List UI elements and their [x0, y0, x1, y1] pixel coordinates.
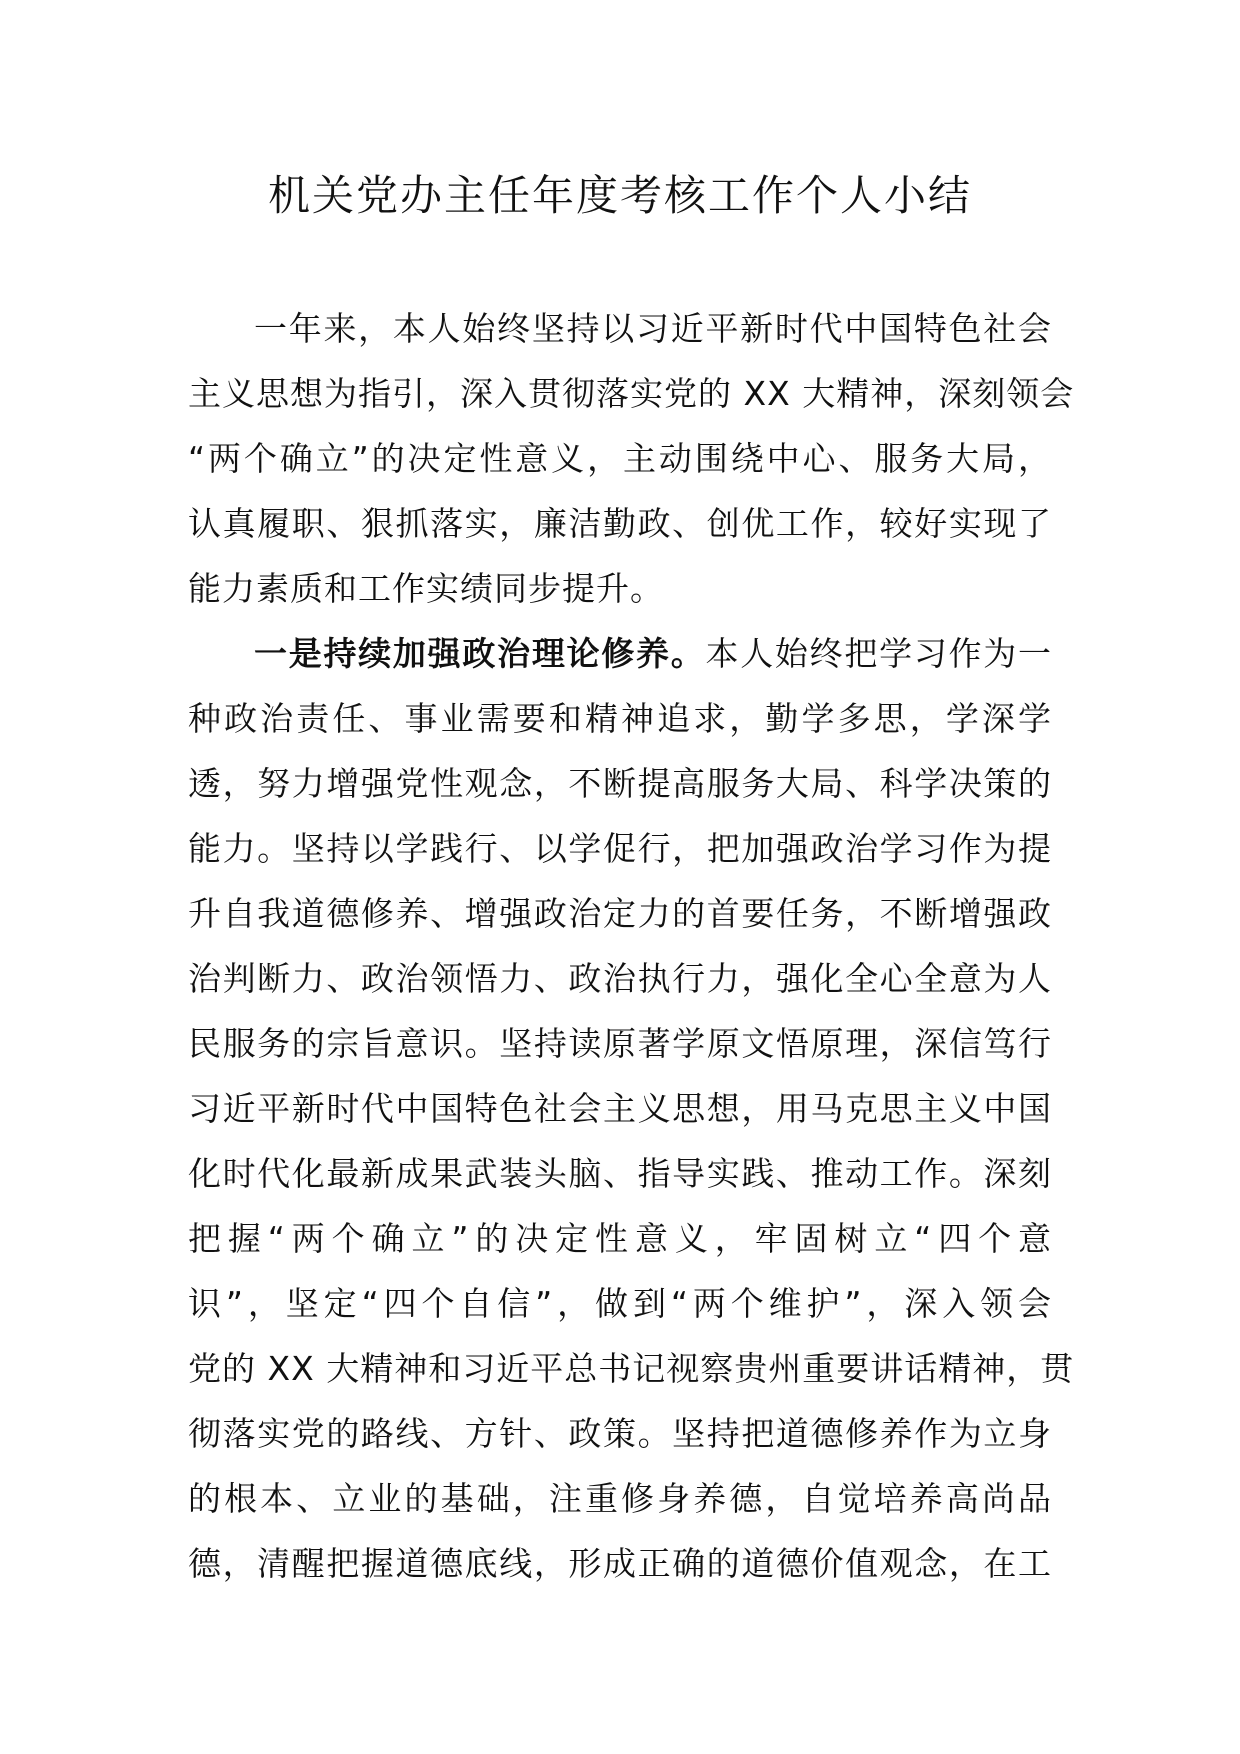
paragraph-line: 一年来，本人始终坚持以习近平新时代中国特色社会: [254, 309, 1052, 348]
paragraph-line: 德，清醒把握道德底线，形成正确的道德价值观念，在工: [188, 1544, 1052, 1583]
document-body: [188, 296, 1075, 1596]
paragraph-line: 的根本、立业的基础，注重修身养德，自觉培养高尚品: [188, 1479, 1052, 1518]
paragraph-line-rest: 本人始终把学习作为一: [705, 634, 1053, 673]
paragraph-line: 把握“两个确立”的决定性意义，牢固树立“四个意: [188, 1219, 1052, 1258]
paragraph-line: 习近平新时代中国特色社会主义思想，用马克思主义中国: [188, 1089, 1052, 1128]
section-heading: 一是持续加强政治理论修养。: [254, 634, 706, 673]
paragraph-line: 种政治责任、事业需要和精神追求，勤学多思，学深学: [188, 699, 1052, 738]
paragraph-line: 治判断力、政治领悟力、政治执行力，强化全心全意为人: [188, 959, 1052, 998]
paragraph-line: 升自我道德修养、增强政治定力的首要任务，不断增强政: [188, 894, 1052, 933]
paragraph-first-line: [188, 621, 1052, 686]
paragraph-2: [188, 621, 1075, 1596]
paragraph-line: 认真履职、狠抓落实，廉洁勤政、创优工作，较好实现了: [188, 504, 1052, 543]
paragraph-line: 识”，坚定“四个自信”，做到“两个维护”，深入领会: [188, 1284, 1052, 1323]
paragraph-1: [188, 296, 1075, 621]
paragraph-line: 彻落实党的路线、方针、政策。坚持把道德修养作为立身: [188, 1414, 1052, 1453]
paragraph-line: 透，努力增强党性观念，不断提高服务大局、科学决策的: [188, 764, 1052, 803]
paragraph-line: 能力素质和工作实绩同步提升。: [188, 569, 664, 608]
paragraph-line: 民服务的宗旨意识。坚持读原著学原文悟原理，深信笃行: [188, 1024, 1052, 1063]
document-title: 机关党办主任年度考核工作个人小结: [267, 171, 972, 220]
paragraph-line: 党的 XX 大精神和习近平总书记视察贵州重要讲话精神，贯: [188, 1349, 1075, 1388]
paragraph-line: 主义思想为指引，深入贯彻落实党的 XX 大精神，深刻领会: [188, 374, 1075, 413]
paragraph-line: “两个确立”的决定性意义，主动围绕中心、服务大局，: [188, 439, 1052, 478]
paragraph-line: 化时代化最新成果武装头脑、指导实践、推动工作。深刻: [188, 1154, 1052, 1193]
paragraph-line: 能力。坚持以学践行、以学促行，把加强政治学习作为提: [188, 829, 1052, 868]
